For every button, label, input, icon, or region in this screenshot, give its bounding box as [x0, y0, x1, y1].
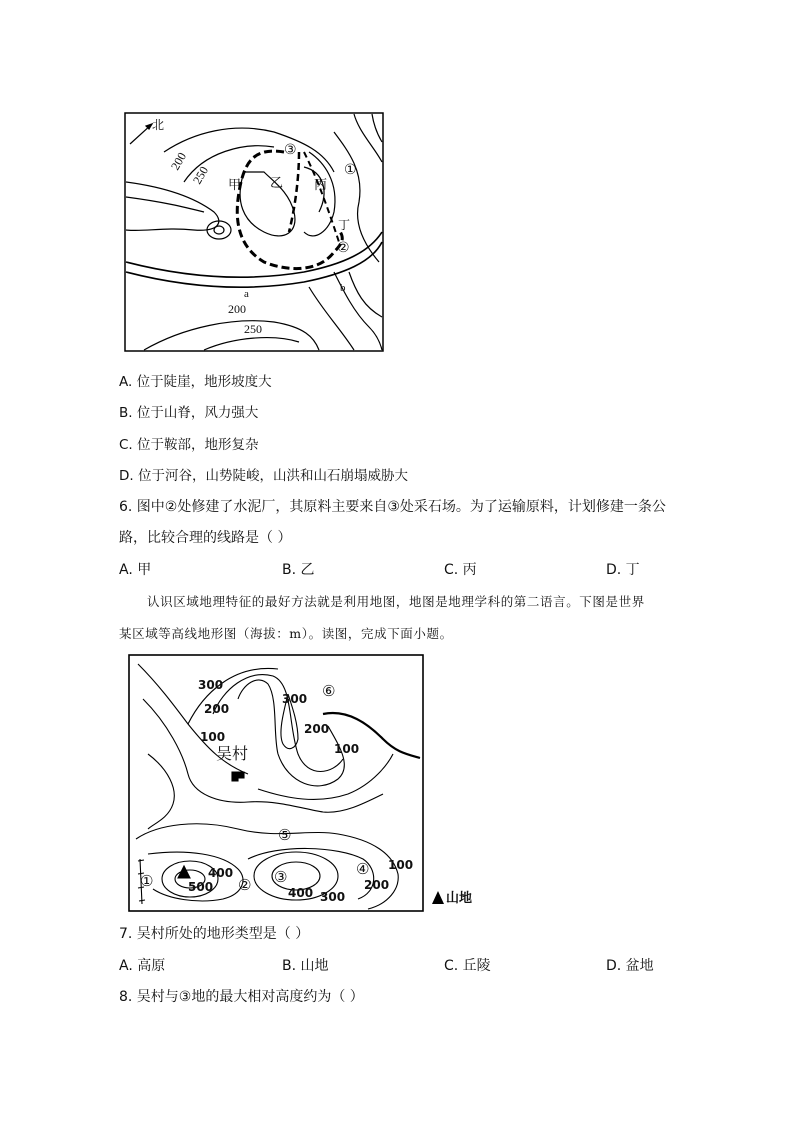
route-label-ding: 丁 [338, 218, 351, 232]
contour-label: 200 [304, 722, 330, 736]
point-label-4: ④ [356, 860, 370, 878]
contour-label: 250 [244, 322, 262, 336]
contour-label: 100 [334, 742, 360, 756]
mountain-icon [432, 891, 444, 904]
point-label-6: ⑥ [322, 682, 336, 700]
q7-text: 7. 吴村所处的地形类型是（ ） [119, 926, 310, 942]
contour-label: 300 [198, 678, 224, 692]
topographic-map-1 [124, 112, 384, 352]
q7-option-a: A. 高原 [119, 958, 166, 974]
legend-label: 山地 [446, 891, 473, 906]
intro-line1: 认识区域地理特征的最好方法就是利用地图，地图是地理学科的第二语言。下图是世界 [147, 594, 645, 609]
q6-option-d: D. 丁 [606, 562, 640, 578]
q5-option-d: D. 位于河谷，山势陡峻，山洪和山石崩塌威胁大 [119, 468, 408, 484]
point-label-2: ② [337, 240, 350, 256]
route-label-yi: 乙 [270, 176, 284, 191]
q6-text-line2: 路，比较合理的线路是（ ） [119, 530, 292, 546]
q7-option-b: B. 山地 [282, 958, 329, 974]
contour-label: 200 [364, 878, 390, 892]
contour-label: 200 [228, 302, 246, 316]
point-label-1: ① [344, 162, 357, 178]
contour-label: 200 [204, 702, 230, 716]
q8-text: 8. 吴村与③地的最大相对高度约为（ ） [119, 989, 364, 1005]
north-label: 北 [152, 118, 165, 132]
contour-label: 500 [188, 880, 214, 894]
q6-option-a: A. 甲 [119, 562, 152, 578]
point-label-1: ① [140, 872, 154, 890]
contour-label: 250 [190, 163, 212, 187]
contour-label: 100 [388, 858, 414, 872]
river-label-a: a [244, 288, 249, 300]
q5-option-b: B. 位于山脊，风力强大 [119, 405, 259, 421]
topographic-map-2 [128, 654, 424, 912]
contour-label: 100 [200, 730, 226, 744]
point-label-3: ③ [284, 142, 297, 158]
contour-label: 300 [320, 890, 346, 904]
contour-label: 200 [168, 149, 190, 173]
q6-option-c: C. 丙 [444, 562, 477, 578]
legend-mountain [432, 887, 472, 906]
contour-label: 400 [288, 886, 314, 900]
q5-option-c: C. 位于鞍部，地形复杂 [119, 437, 259, 453]
contour-label: 300 [282, 692, 308, 706]
point-label-2: ② [238, 876, 252, 894]
intro-line2: 某区域等高线地形图（海拔：m）。读图，完成下面小题。 [119, 626, 453, 641]
point-label-3: ③ [274, 868, 288, 886]
q7-option-d: D. 盆地 [606, 958, 654, 974]
point-label-5: ⑤ [278, 826, 292, 844]
contour-label: 400 [208, 866, 234, 880]
river-label-b: b [340, 282, 346, 294]
route-label-jia: 甲 [228, 178, 242, 193]
village-label: 吴村 [216, 744, 249, 763]
q6-text-line1: 6. 图中②处修建了水泥厂，其原料主要来自③处采石场。为了运输原料，计划修建一条公 [119, 499, 666, 515]
route-label-bing: 丙 [314, 178, 328, 193]
q6-option-b: B. 乙 [282, 562, 315, 578]
q5-option-a: A. 位于陡崖，地形坡度大 [119, 374, 272, 390]
q7-option-c: C. 丘陵 [444, 958, 491, 974]
